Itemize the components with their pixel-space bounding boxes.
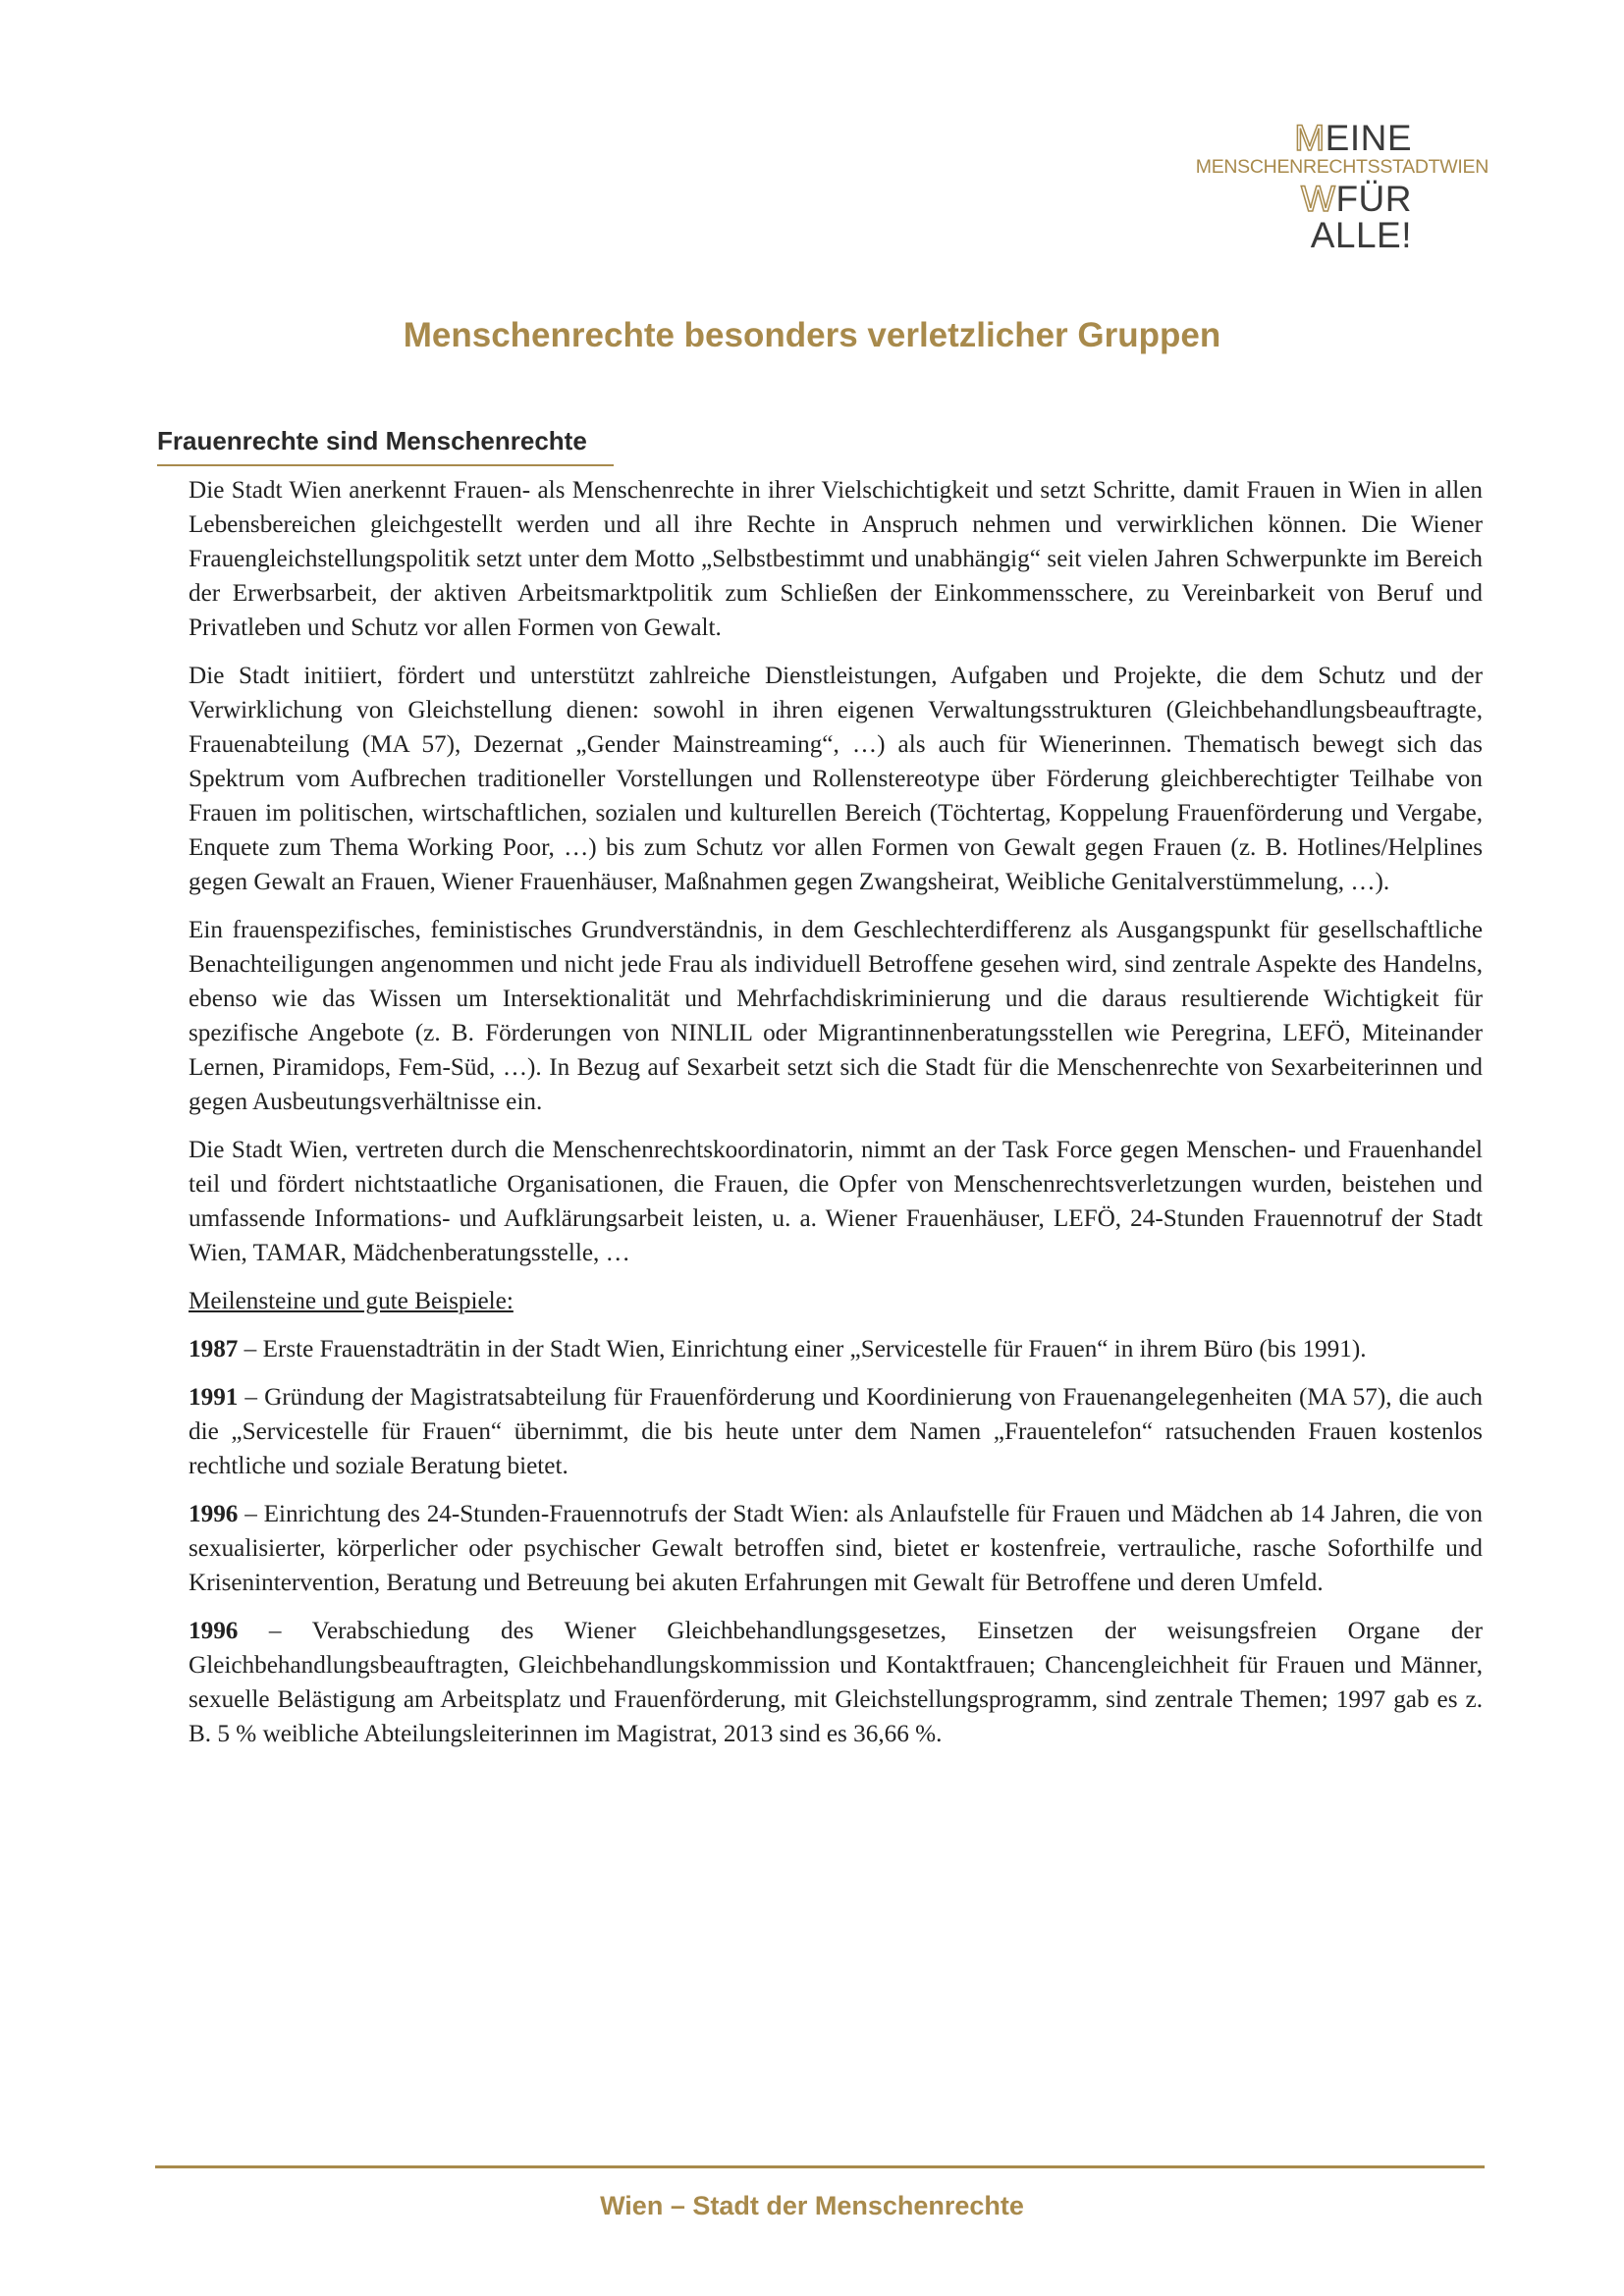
logo-line-menschenrechtsstadtwien: MENSCHENRECHTSSTADTWIEN bbox=[1195, 156, 1489, 178]
milestone-text: – Erste Frauenstadträtin in der Stadt Wien, Einrichtung einer „Servicestelle für Frauen“ in ihrem Büro (bis 1991). bbox=[238, 1336, 1367, 1362]
footer-text: Wien – Stadt der Menschenrechte bbox=[600, 2191, 1024, 2220]
milestone-item bbox=[189, 1380, 1483, 1483]
paragraph: Die Stadt Wien anerkennt Frauen- als Menschenrechte in ihrer Vielschichtigkeit und setzt Schritte, damit Frauen in Wien in allen Lebensbereichen gleichgestellt werden und all ihre Rechte in Anspruch nehmen und verwirklichen können. Die Wiener Frauengleichstellungspolitik setzt unter dem Motto „Selbstbestimmt und unabhängig“ seit vielen Jahren Schwerpunkte im Bereich der Erwerbsarbeit, der aktiven Arbeitsmarktpolitik zum Schließen der Einkommensschere, zu Vereinbarkeit von Beruf und Privatleben und Schutz vor allen Formen von Gewalt. bbox=[189, 477, 1483, 641]
main-content bbox=[189, 473, 1483, 1765]
milestone-year: 1996 bbox=[189, 1501, 239, 1527]
milestones-heading: Meilensteine und gute Beispiele: bbox=[189, 1288, 514, 1314]
logo-line-meine: MEINE bbox=[1294, 118, 1412, 158]
milestone-year: 1987 bbox=[189, 1336, 239, 1362]
paragraph: Ein frauenspezifisches, feministisches Grundverständnis, in dem Geschlechterdifferenz als Ausgangspunkt für gesellschaftliche Benachteiligungen angenommen und nicht jede Frau als individuell Betroffene gesehen wird, sind zentrale Aspekte des Handelns, ebenso wie das Wissen um Intersektionalität und Mehrfachdiskriminierung und die daraus resultierende Wichtigkeit für spezifische Angebote (z. B. Förderungen von NINLIL oder Migrantinnenberatungsstellen wie Peregrina, LEFÖ, Miteinander Lernen, Piramidops, Fem-Süd, …). In Bezug auf Sexarbeit setzt sich die Stadt für die Menschenrechte von Sexarbeiterinnen und gegen Ausbeutungsverhältnisse ein. bbox=[189, 917, 1483, 1115]
milestone-text: – Gründung der Magistratsabteilung für Frauenförderung und Koordinierung von Frauenangelegenheiten (MA 57), die auch die „Servicestelle für Frauen“ übernimmt, die bis heute unter dem Namen „Frauentelefon“ ratsuchenden Frauen kostenlos rechtliche und soziale Beratung bietet. bbox=[189, 1384, 1483, 1479]
page-title: Menschenrechte besonders verletzlicher Gruppen bbox=[403, 316, 1221, 354]
milestone-text: – Verabschiedung des Wiener Gleichbehandlungsgesetzes, Einsetzen der weisungsfreien Organe der Gleichbehandlungsbeauftragten, Gleichbehandlungskommission und Kontaktfrauen; Chancengleichheit für Frauen und Männer, sexuelle Belästigung am Arbeitsplatz und Frauenförderung, mit Gleichstellungsprogramm, sind zentrale Themen; 1997 gab es z. B. 5 % weibliche Abteilungsleiterinnen im Magistrat, 2013 sind es 36,66 %. bbox=[189, 1618, 1483, 1747]
milestone-text: – Einrichtung des 24-Stunden-Frauennotrufs der Stadt Wien: als Anlaufstelle für Frauen und Mädchen ab 14 Jahren, die von sexualisierter, körperlicher oder psychischer Gewalt betroffen sind, bietet er kostenfreie, vertrauliche, rasche Soforthilfe und Krisenintervention, Beratung und Betreuung bei akuten Erfahrungen mit Gewalt für Betroffene und deren Umfeld. bbox=[189, 1501, 1483, 1596]
paragraph: Die Stadt Wien, vertreten durch die Menschenrechtskoordinatorin, nimmt an der Task Force gegen Menschen- und Frauenhandel teil und fördert nichtstaatliche Organisationen, die Frauen, die Opfer von Menschenrechtsverletzungen wurden, beistehen und umfassende Informations- und Aufklärungsarbeit leisten, u. a. Wiener Frauenhäuser, LEFÖ, 24-Stunden Frauennotruf der Stadt Wien, TAMAR, Mädchenberatungsstelle, … bbox=[189, 1137, 1483, 1266]
milestone-item bbox=[189, 1614, 1483, 1751]
milestone-item bbox=[189, 1332, 1483, 1366]
milestone-year: 1991 bbox=[189, 1384, 239, 1411]
milestone-item bbox=[189, 1497, 1483, 1600]
footer-divider bbox=[155, 2165, 1485, 2168]
logo-line-alle: ALLE! bbox=[1310, 214, 1412, 255]
logo bbox=[1164, 120, 1489, 253]
logo-line-fuer: WFÜR bbox=[1301, 178, 1412, 219]
section-heading: Frauenrechte sind Menschenrechte bbox=[157, 426, 614, 466]
milestone-year: 1996 bbox=[189, 1618, 239, 1644]
paragraph: Die Stadt initiiert, fördert und unterstützt zahlreiche Dienstleistungen, Aufgaben und Projekte, die dem Schutz und der Verwirklichung von Gleichstellung dienen: sowohl in ihren eigenen Verwaltungsstrukturen (Gleichbehandlungsbeauftragte, Frauenabteilung (MA 57), Dezernat „Gender Mainstreaming“, …) als auch für Wienerinnen. Thematisch bewegt sich das Spektrum vom Aufbrechen traditioneller Vorstellungen und Rollenstereotype über Förderung gleichberechtigter Teilhabe von Frauen im politischen, wirtschaftlichen, sozialen und kulturellen Bereich (Töchtertag, Koppelung Frauenförderung und Vergabe, Enquete zum Thema Working Poor, …) bis zum Schutz vor allen Formen von Gewalt gegen Frauen (z. B. Hotlines/Helplines gegen Gewalt an Frauen, Wiener Frauenhäuser, Maßnahmen gegen Zwangsheirat, Weibliche Genitalverstümmelung, …). bbox=[189, 663, 1483, 895]
